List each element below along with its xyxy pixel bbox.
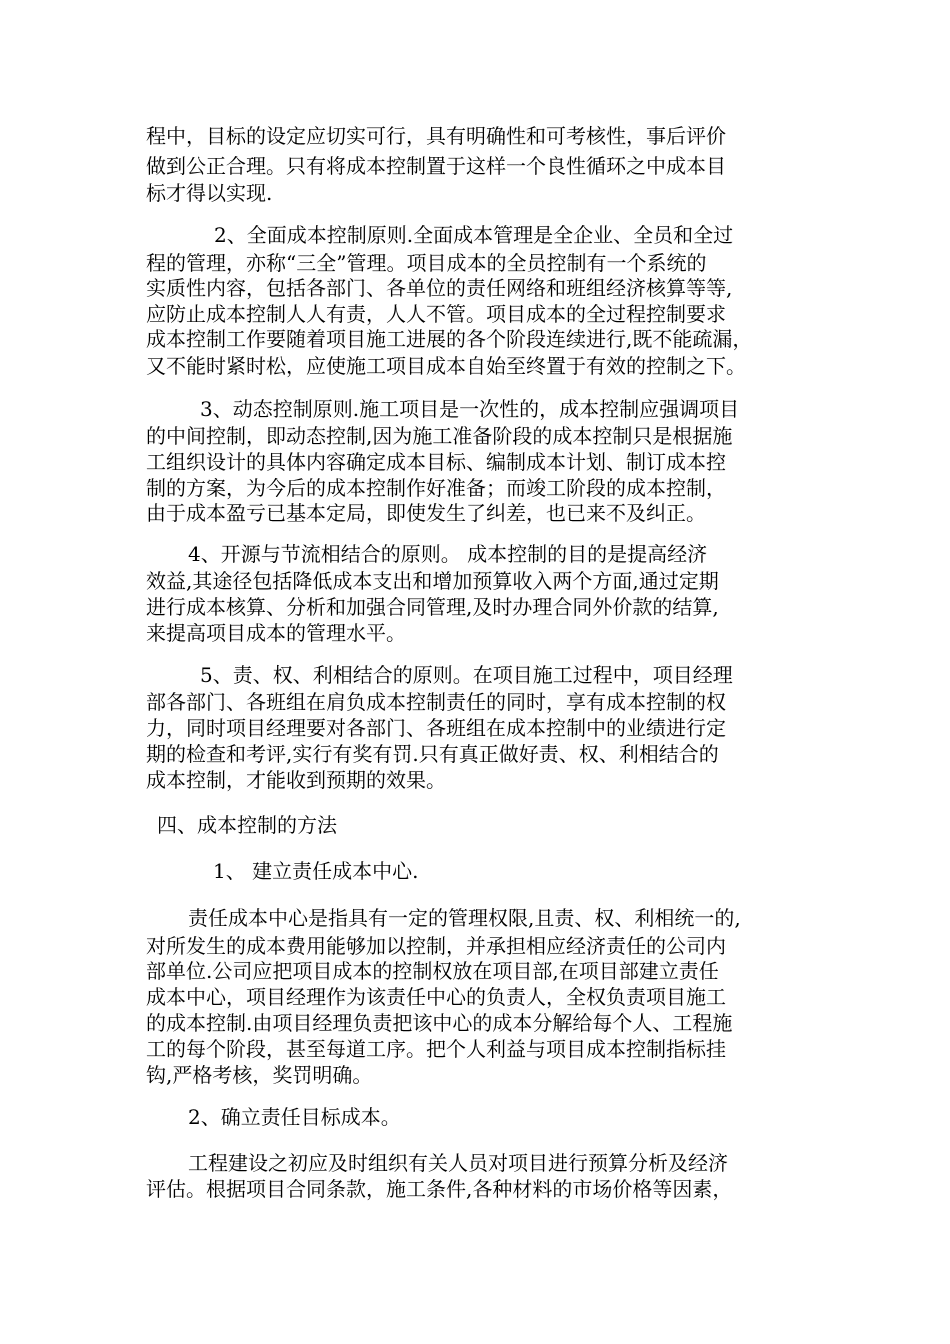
text-line: 进行成本核算、分析和加强合同管理,及时办理合同外价款的结算, (146, 595, 719, 619)
text-line: 对所发生的成本费用能够加以控制，并承担相应经济责任的公司内 (146, 934, 726, 958)
text-line: 效益,其途径包括降低成本支出和增加预算收入两个方面,通过定期 (146, 569, 719, 593)
text-line: 工程建设之初应及时组织有关人员对项目进行预算分析及经济 (188, 1151, 728, 1175)
text-line: 钩,严格考核，奖罚明确。 (146, 1063, 373, 1087)
text-line: 责任成本中心是指具有一定的管理权限,且责、权、利相统一的, (188, 906, 741, 930)
text-line: 的中间控制，即动态控制,因为施工准备阶段的成本控制只是根据施 (146, 424, 733, 448)
text-line: 由于成本盈亏已基本定局，即使发生了纠差，也已来不及纠正。 (146, 501, 706, 525)
text-line: 成本控制工作要随着项目施工进展的各个阶段连续进行,既不能疏漏， (146, 327, 753, 351)
text-line: 成本中心，项目经理作为该责任中心的负责人，全权负责项目施工 (146, 985, 726, 1009)
subsection-heading: 2、确立责任目标成本。 (188, 1105, 401, 1129)
section-heading: 四、成本控制的方法 (157, 813, 337, 837)
text-line: 实质性内容，包括各部门、各单位的责任网络和班组经济核算等等, (146, 276, 733, 300)
text-line: 2、全面成本控制原则.全面成本管理是全企业、全员和全过 (214, 223, 734, 247)
text-line: 部各部门、各班组在肩负成本控制责任的同时，享有成本控制的权 (146, 690, 726, 714)
text-line: 程中，目标的设定应切实可行，具有明确性和可考核性，事后评价 (146, 124, 726, 148)
text-line: 又不能时紧时松，应使施工项目成本自始至终置于有效的控制之下。 (146, 354, 746, 378)
text-line: 力，同时项目经理要对各部门、各班组在成本控制中的业绩进行定 (146, 716, 726, 740)
text-line: 工组织设计的具体内容确定成本目标、编制成本计划、制订成本控 (146, 450, 726, 474)
text-line: 评估。根据项目合同条款，施工条件,各种材料的市场价格等因素， (146, 1177, 733, 1201)
text-line: 应防止成本控制人人有责，人人不管。项目成本的全过程控制要求 (146, 302, 726, 326)
text-line: 程的管理，亦称“三全”管理。项目成本的全员控制有一个系统的 (146, 251, 707, 275)
text-line: 来提高项目成本的管理水平。 (146, 621, 406, 645)
text-line: 的成本控制.由项目经理负责把该中心的成本分解给每个人、工程施 (146, 1011, 733, 1035)
text-line: 工的每个阶段，甚至每道工序。把个人利益与项目成本控制指标挂 (146, 1037, 726, 1061)
subsection-heading: 1、 建立责任成本中心. (213, 859, 419, 883)
text-line: 制的方案，为今后的成本控制作好准备；而竣工阶段的成本控制， (146, 476, 726, 500)
text-line: 5、责、权、利相结合的原则。在项目施工过程中，项目经理 (200, 663, 733, 687)
text-line: 4、开源与节流相结合的原则。 成本控制的目的是提高经济 (188, 542, 708, 566)
text-line: 做到公正合理。只有将成本控制置于这样一个良性循环之中成本目 (146, 154, 726, 178)
text-line: 标才得以实现. (146, 181, 273, 205)
text-line: 部单位.公司应把项目成本的控制权放在项目部,在项目部建立责任 (146, 959, 719, 983)
text-line: 3、动态控制原则.施工项目是一次性的，成本控制应强调项目 (200, 397, 740, 421)
text-line: 成本控制，才能收到预期的效果。 (146, 768, 446, 792)
text-line: 期的检查和考评,实行有奖有罚.只有真正做好责、权、利相结合的 (146, 742, 719, 766)
